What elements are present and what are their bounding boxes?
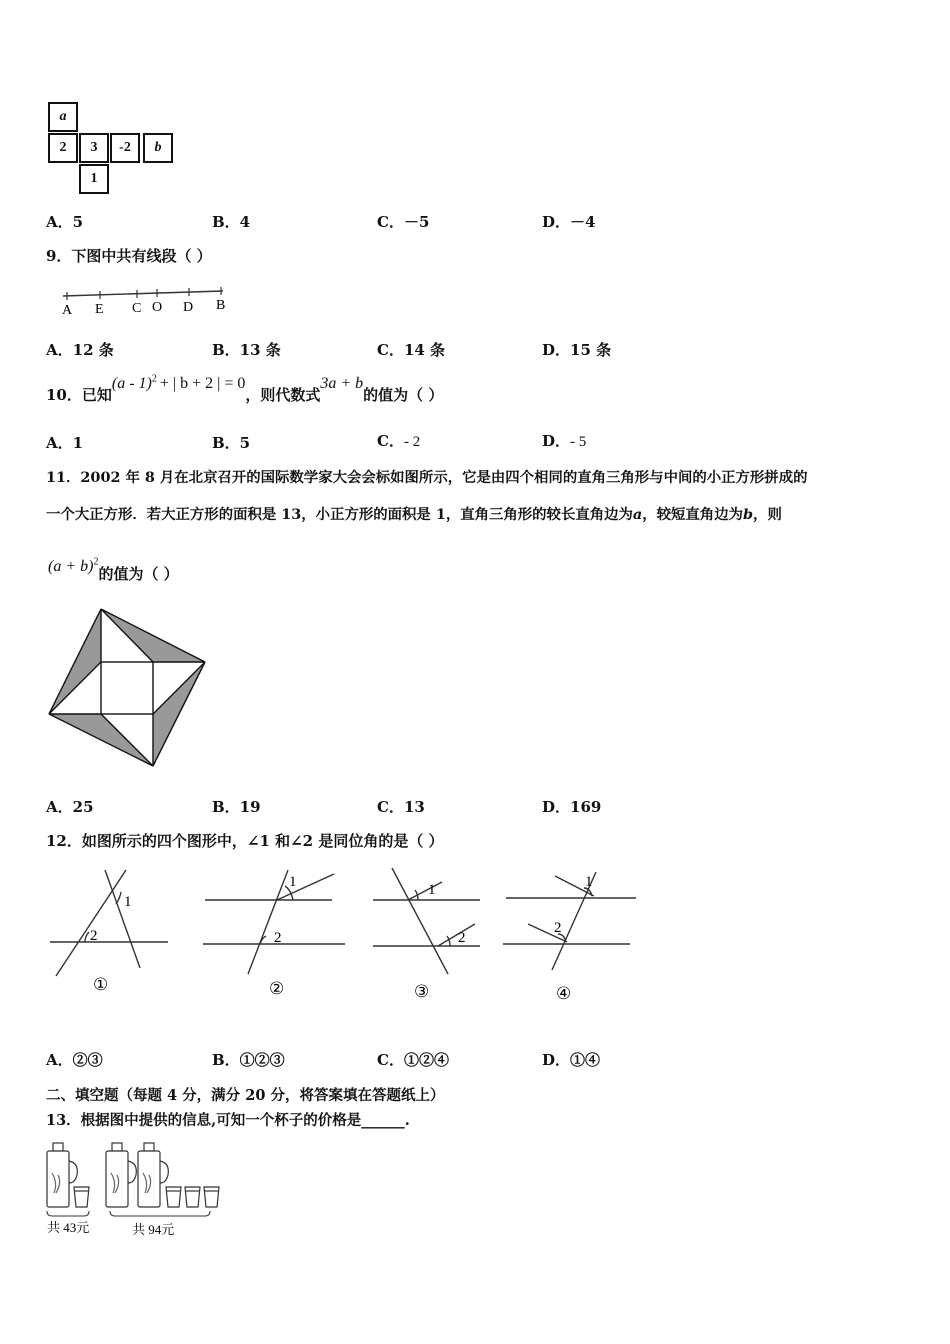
q11-line2-b: ，较短直角边为 xyxy=(642,506,743,523)
q10-stem xyxy=(46,372,443,406)
q11-line1: 11．2002 年 8 月在北京召开的国际数学家大会会标如图所示，它是由四个相同的直角三角形与中间的小正方形拼成的 xyxy=(46,469,808,486)
q10-option-c xyxy=(377,430,420,451)
q12-option-b: B．①②③ xyxy=(212,1051,285,1069)
cup-icon-4 xyxy=(204,1187,219,1207)
q12-stem: 12．如图所示的四个图形中，∠1 和∠2 是同位角的是（ ） xyxy=(46,832,444,850)
net-cell-neg2: -2 xyxy=(110,133,140,163)
q10-option-a: A．1 xyxy=(46,434,84,452)
q10-option-c-letter: C． xyxy=(377,432,404,450)
q11-line2 xyxy=(46,503,782,524)
point-b: B xyxy=(216,298,226,313)
net-cell-2: 2 xyxy=(48,133,78,163)
q10-expression: 3a + b xyxy=(320,375,364,392)
q11-expr: (a + b) xyxy=(48,558,94,575)
q10-option-d-value: - 5 xyxy=(570,434,587,450)
q10-condition-exp: 2 xyxy=(151,373,157,385)
net-cell-b: b xyxy=(143,133,173,163)
fig2-label: ② xyxy=(269,979,285,998)
fig2-angle-1: 1 xyxy=(289,874,297,890)
zhao-shuang-figure xyxy=(44,604,210,772)
fig4-label: ④ xyxy=(556,984,572,1003)
q10-middle: ，则代数式 xyxy=(245,386,321,404)
q10-option-d xyxy=(542,430,586,451)
q10-option-d-letter: D． xyxy=(542,432,571,450)
q12-option-d: D．①④ xyxy=(542,1051,601,1069)
fig2-transversal xyxy=(248,870,288,974)
fig1-angle-1: 1 xyxy=(124,894,132,910)
q11-option-b: B．19 xyxy=(212,798,261,816)
q9-stem: 9．下图中共有线段（ ） xyxy=(46,247,212,265)
inner-square xyxy=(101,662,153,714)
q13-stem: 13．根据图中提供的信息,可知一个杯子的价格是______. xyxy=(46,1112,410,1129)
fig2-angle-2: 2 xyxy=(274,930,282,946)
label-left: 共 43元 xyxy=(47,1220,90,1235)
q8-option-d: D．－4 xyxy=(542,213,596,231)
point-o: O xyxy=(152,300,163,315)
right-triangle-bottom xyxy=(49,714,153,766)
segment-line xyxy=(63,291,223,296)
q12-option-a: A．②③ xyxy=(46,1051,103,1069)
q9-option-c: C．14 条 xyxy=(377,341,446,359)
q9-option-d: D．15 条 xyxy=(542,341,612,359)
q10-option-b: B．5 xyxy=(212,434,251,452)
q11-option-c: C．13 xyxy=(377,798,425,816)
thermos-cups-figure xyxy=(40,1135,240,1237)
q9-option-b: B．13 条 xyxy=(212,341,281,359)
q11-line2-c: ，则 xyxy=(753,506,782,523)
fig1-arc-2 xyxy=(85,932,89,942)
fig3-angle-2: 2 xyxy=(458,930,466,946)
q11-expression xyxy=(48,555,179,583)
fig3-label: ③ xyxy=(414,982,430,1001)
q11-var-a: a xyxy=(632,506,643,523)
q10-condition-b: + | b + 2 | = 0 xyxy=(159,375,246,392)
q10-option-c-value: - 2 xyxy=(403,434,421,450)
net-cell-3: 3 xyxy=(79,133,109,163)
point-e: E xyxy=(95,302,104,317)
fig1-label: ① xyxy=(93,975,109,994)
q11-line2-a: 一个大正方形．若大正方形的面积是 13，小正方形的面积是 1，直角三角形的较长直角边为 xyxy=(46,506,633,523)
segment-figure xyxy=(55,284,235,320)
label-right: 共 94元 xyxy=(132,1222,175,1237)
q12-option-c: C．①②④ xyxy=(377,1051,449,1069)
q8-option-a: A．5 xyxy=(46,213,84,231)
thermos-icon-2 xyxy=(106,1143,136,1207)
thermos-icon-3 xyxy=(138,1143,168,1207)
brace-right xyxy=(110,1211,210,1216)
point-d: D xyxy=(183,300,194,315)
q11-expr-suffix: 的值为（ ） xyxy=(98,565,179,583)
fig3-ray-bottom xyxy=(438,924,475,946)
cup-icon-1 xyxy=(74,1187,89,1207)
point-a: A xyxy=(62,303,73,318)
right-triangle-top xyxy=(101,609,205,662)
cup-icon-3 xyxy=(185,1187,200,1207)
q8-option-b: B．4 xyxy=(212,213,251,231)
cup-icon-2 xyxy=(166,1187,181,1207)
q11-expr-exp: 2 xyxy=(93,556,99,568)
section2-header: 二、填空题（每题 4 分，满分 20 分，将答案填在答题纸上） xyxy=(46,1087,445,1104)
q10-prefix: 10．已知 xyxy=(46,386,112,404)
right-triangle-right xyxy=(153,662,205,766)
point-c: C xyxy=(132,301,142,316)
fig1-transversal-a xyxy=(105,870,140,968)
q10-condition-a: (a - 1) xyxy=(111,375,152,392)
fig4-angle-1: 1 xyxy=(585,874,593,890)
fig1-arc-1 xyxy=(116,892,121,904)
q8-option-c: C．－5 xyxy=(377,213,430,231)
q9-option-a: A．12 条 xyxy=(46,341,114,359)
fig3-ray-top xyxy=(408,882,442,900)
fig1-angle-2: 2 xyxy=(90,928,98,944)
right-triangle-left xyxy=(49,609,101,714)
net-cell-a: a xyxy=(48,102,78,132)
angle-figures xyxy=(40,862,650,1007)
q11-var-b: b xyxy=(742,506,754,523)
fig3-angle-1: 1 xyxy=(428,882,436,898)
brace-left xyxy=(47,1211,89,1216)
q11-option-d: D．169 xyxy=(542,798,602,816)
q11-option-a: A．25 xyxy=(46,798,94,816)
net-cell-1: 1 xyxy=(79,164,109,194)
fig1-transversal-b xyxy=(56,870,126,976)
fig4-angle-2: 2 xyxy=(554,920,562,936)
q10-suffix: 的值为（ ） xyxy=(363,386,444,404)
thermos-icon-1 xyxy=(47,1143,77,1207)
